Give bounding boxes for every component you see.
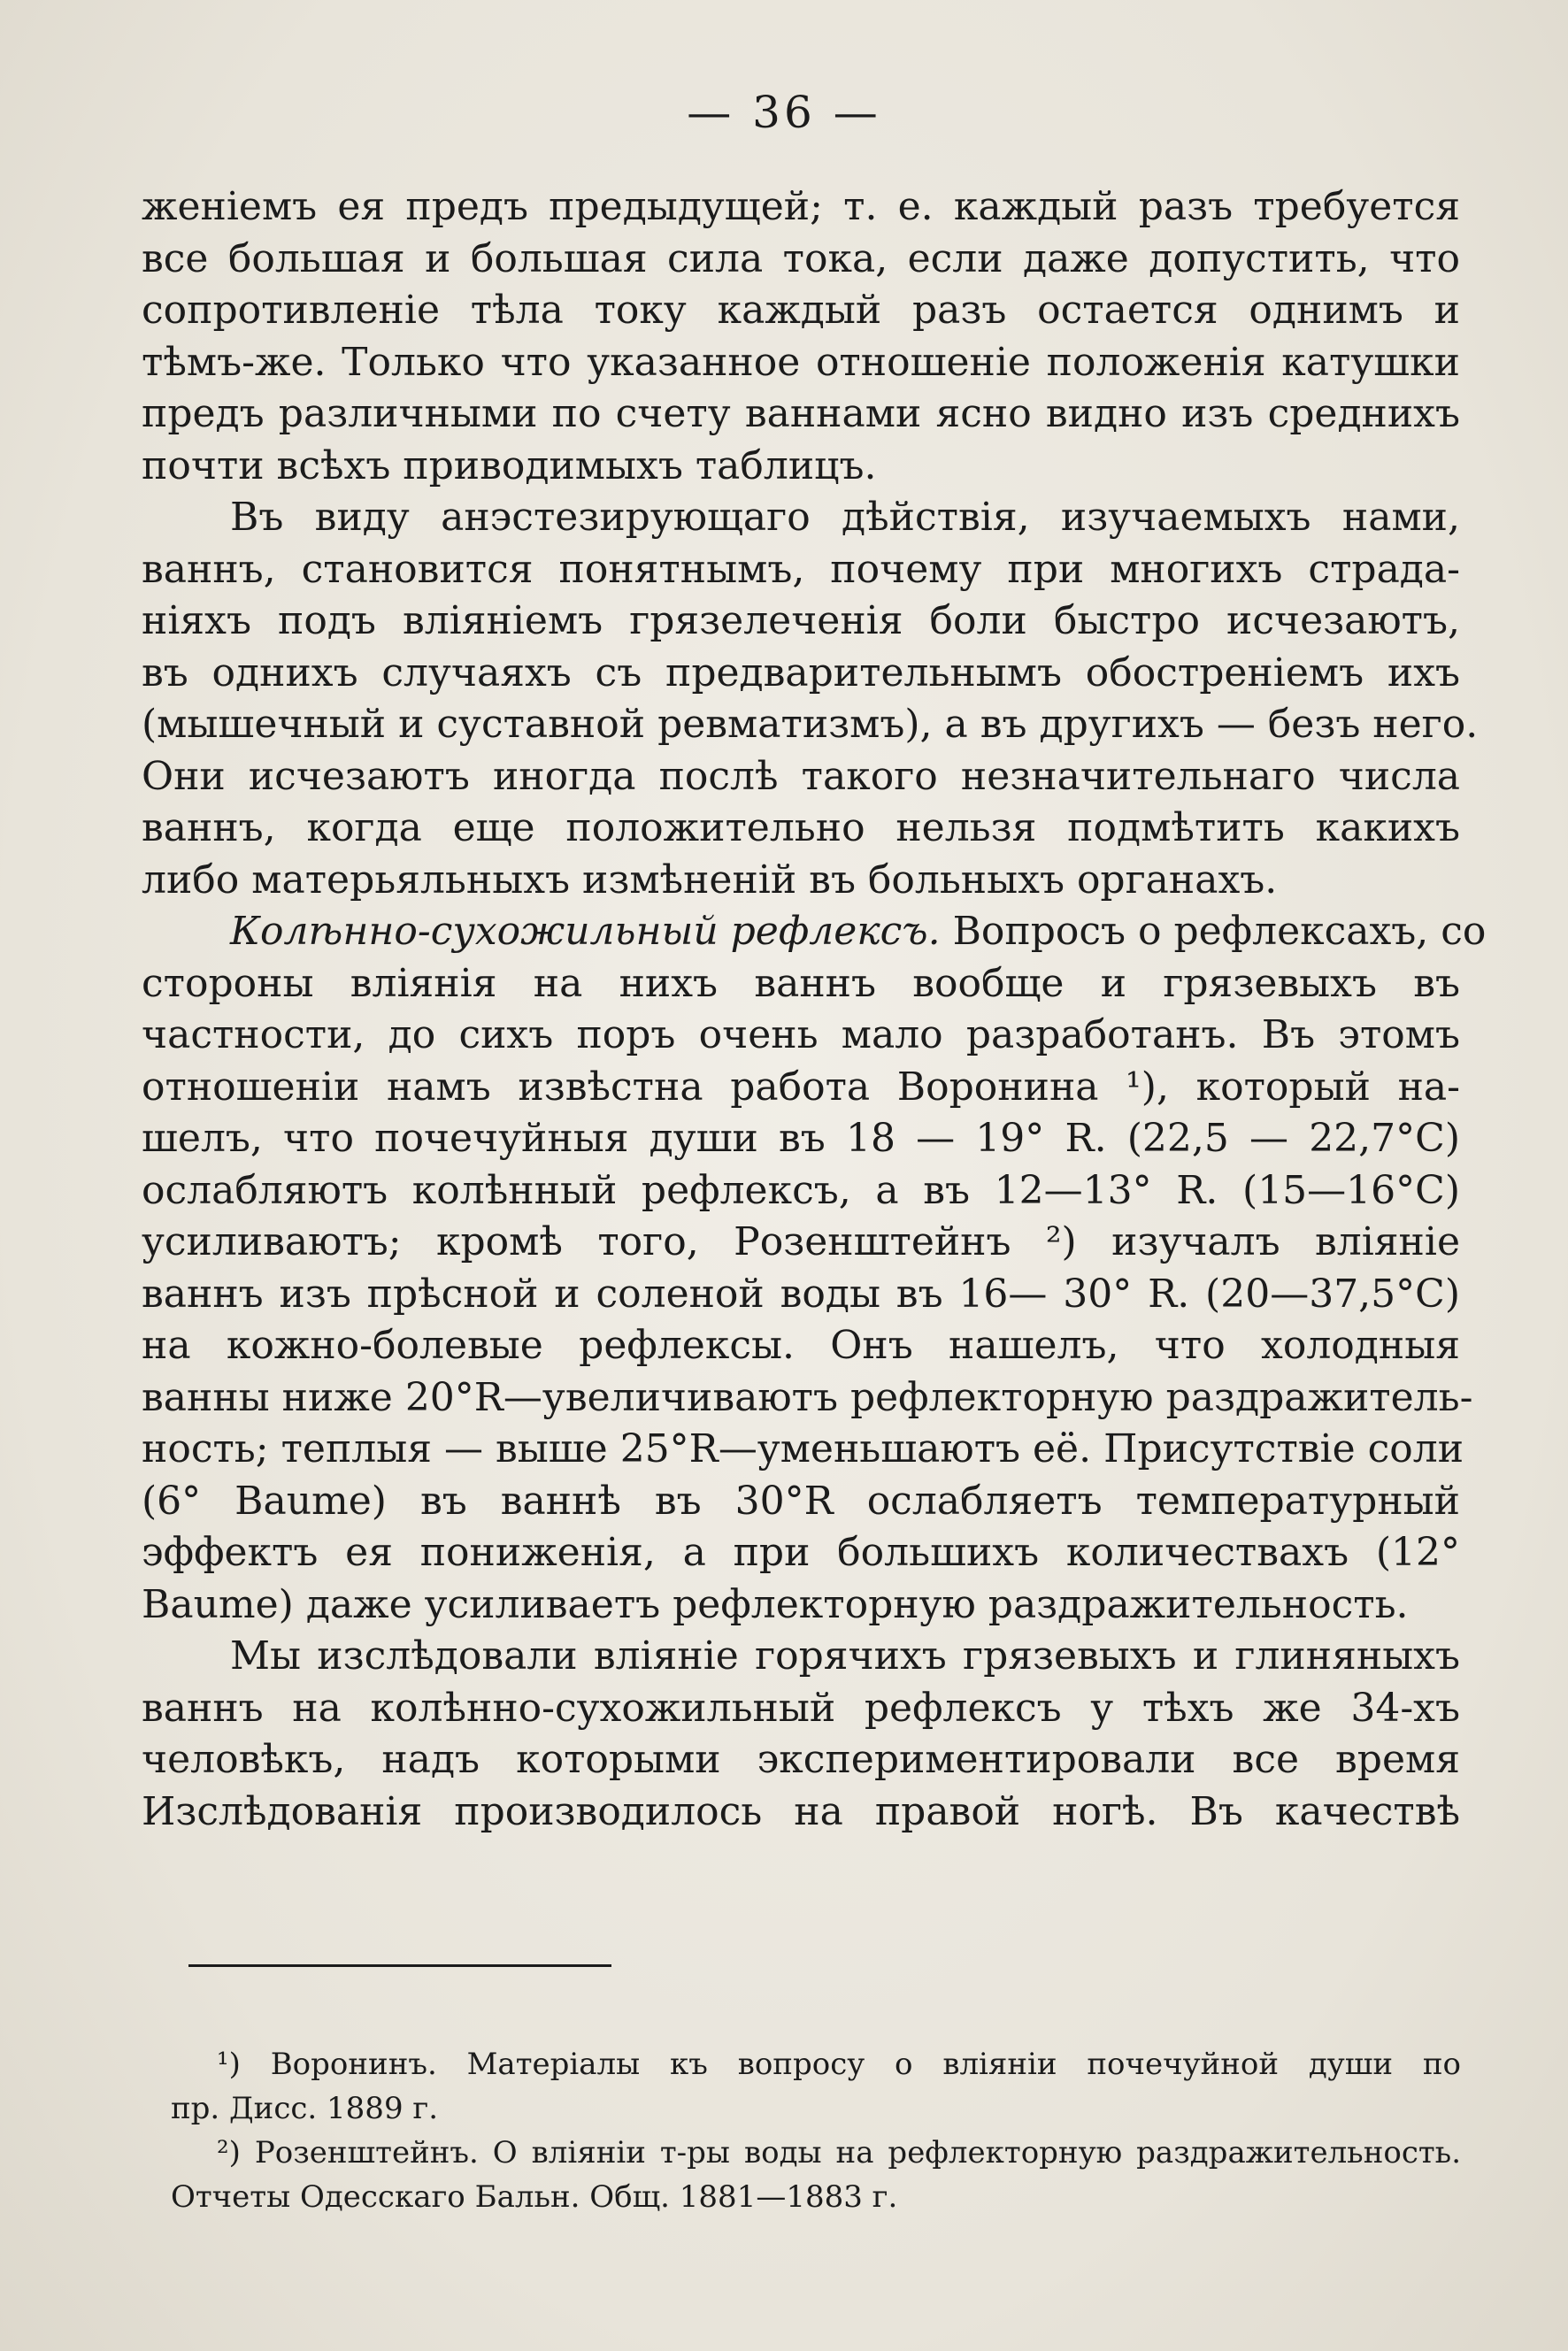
text-line: предъ различными по счету ваннами ясно видно изъ среднихъ (142, 391, 1460, 436)
text-line: ваннъ, становится понятнымъ, почему при многихъ страда- (142, 546, 1460, 592)
text-line: человѣкъ, надъ которыми экспериментировали все время (142, 1737, 1460, 1782)
text-line: почти всѣхъ приводимыхъ таблицъ. (142, 442, 877, 488)
footnote-line: пр. Дисс. 1889 г. (171, 2091, 438, 2126)
text-line: шелъ, что почечуйныя души въ 18 — 19° R. (22,5 — 22,7°C) (142, 1116, 1460, 1161)
text-line: отношеніи намъ извѣстна работа Воронина ¹), который на- (142, 1064, 1460, 1110)
page-number: — 36 — (687, 87, 881, 138)
text-line-section-start (142, 906, 1487, 958)
text-line: на кожно-болевые рефлексы. Онъ нашелъ, что холодныя (142, 1323, 1460, 1368)
footnote-line: ²) Розенштейнъ. О вліяніи т-ры воды на рефлекторную раздражительность. (217, 2135, 1461, 2170)
text-line: ность; теплыя — выше 25°R—уменьшаютъ её. Присутствіе соли (142, 1426, 1464, 1471)
text-line: ваннъ изъ прѣсной и соленой воды въ 16— 30° R. (20—37,5°C) (142, 1271, 1460, 1317)
text-line: Изслѣдованія производилось на правой ногѣ. Въ качествѣ (142, 1788, 1460, 1834)
text-line: ваннъ, когда еще положительно нельзя подмѣтить какихъ (142, 805, 1460, 850)
text-line: все большая и большая сила тока, если даже допустить, что (142, 235, 1460, 281)
text-run: Вопросъ о рефлексахъ, со (940, 909, 1487, 954)
text-line: усиливаютъ; кромѣ того, Розенштейнъ ²) изучалъ вліяніе (142, 1219, 1460, 1264)
text-line: частности, до сихъ поръ очень мало разработанъ. Въ этомъ (142, 1012, 1460, 1057)
text-line: Они исчезаютъ иногда послѣ такого незначительнаго числа (142, 753, 1460, 799)
text-line: Baume) даже усиливаетъ рефлекторную раздражительность. (142, 1581, 1409, 1627)
text-line: ваннъ на колѣнно-сухожильный рефлексъ у тѣхъ же 34-хъ (142, 1685, 1460, 1731)
text-line: въ однихъ случаяхъ съ предварительнымъ обостреніемъ ихъ (142, 649, 1460, 695)
footnote-line: ¹) Воронинъ. Матеріалы къ вопросу о вліяніи почечуйной души по (217, 2047, 1461, 2082)
text-line: тѣмъ-же. Только что указанное отношеніе положенія катушки (142, 339, 1460, 385)
main-text (142, 181, 1487, 1838)
text-line: ослабляютъ колѣнный рефлексъ, а въ 12—13° R. (15—16°C) (142, 1167, 1460, 1213)
text-line: женіемъ ея предъ предыдущей; т. е. каждый разъ требуется (142, 184, 1460, 229)
text-line: Въ виду анэстезирующаго дѣйствія, изучаемыхъ нами, (230, 495, 1460, 540)
text-line: Мы изслѣдовали вліяніе горячихъ грязевыхъ и глиняныхъ (230, 1633, 1460, 1679)
text-line: (6° Baume) въ ваннѣ въ 30°R ослабляетъ температурный (142, 1478, 1460, 1524)
text-line: либо матерьяльныхъ измѣненій въ больныхъ органахъ. (142, 857, 1278, 903)
text-line: (мышечный и суставной ревматизмъ), а въ другихъ — безъ него. (142, 702, 1479, 747)
section-heading: Колѣнно-сухожильный рефлексъ. (230, 909, 941, 954)
footnote-line: Отчеты Одесскаго Бальн. Общ. 1881—1883 г. (171, 2179, 898, 2215)
text-line: стороны вліянія на нихъ ваннъ вообще и грязевыхъ въ (142, 960, 1460, 1006)
text-line: ніяхъ подъ вліяніемъ грязелеченія боли быстро исчезаютъ, (142, 598, 1460, 643)
text-line: ванны ниже 20°R—увеличиваютъ рефлекторную раздражитель- (142, 1374, 1473, 1420)
text-line: эффектъ ея пониженія, а при большихъ количествахъ (12° (142, 1530, 1460, 1575)
footnotes (171, 2042, 1461, 2219)
footnote-divider (188, 1964, 611, 1967)
text-line: сопротивленіе тѣла току каждый разъ остается однимъ и (142, 288, 1460, 333)
